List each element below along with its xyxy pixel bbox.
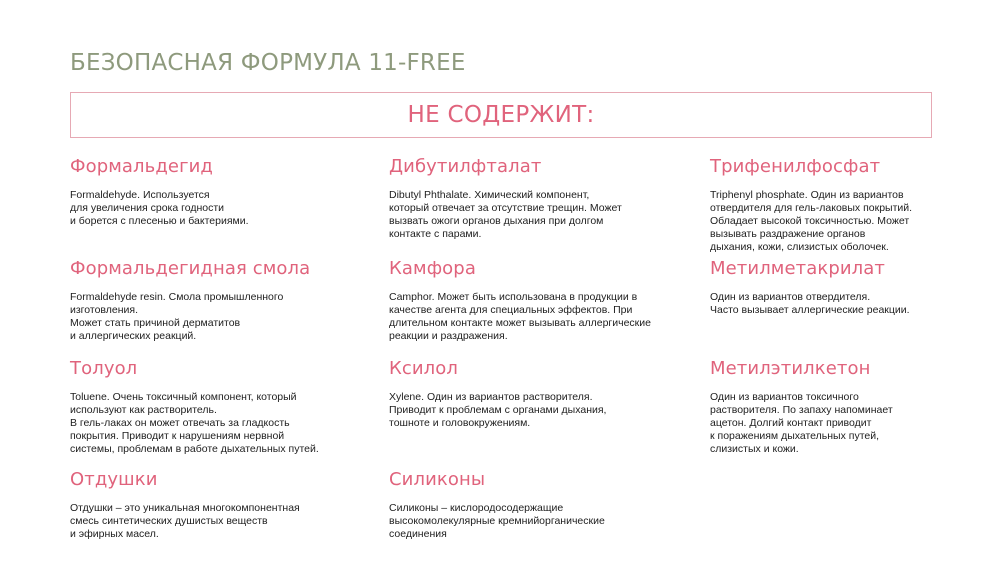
ingredient-description: Formaldehyde resin. Смола промышленного изготовления. Может стать причиной дерматитов и аллергических реакций.	[70, 291, 284, 342]
ingredient-title: Метилэтилкетон	[710, 358, 871, 379]
ingredient-description: Triphenyl phosphate. Один из вариантов отвердителя для гель-лаковых покрытий. Обладает высокой токсичностью. Может вызывать раздражение органов дыхания, кожи, слизистых оболочек.	[710, 189, 913, 253]
ingredient-title: Трифенилфосфат	[710, 156, 881, 177]
ingredient-title: Формальдегид	[70, 156, 213, 177]
ingredient-description: Xylene. Один из вариантов растворителя. Приводит к проблемам с органами дыхания, тошноте и головокружениям.	[389, 391, 607, 429]
ingredient-triphenyl-phosphate	[710, 156, 912, 254]
ingredient-description: Отдушки – это уникальная многокомпонентная смесь синтетических душистых веществ и эфирных масел.	[70, 502, 300, 540]
ingredient-description: Camphor. Может быть использована в продукции в качестве агента для специальных эффектов. При длительном контакте может вызывать аллергические реакции и раздражения.	[389, 291, 651, 342]
ingredient-description: Один из вариантов токсичного растворителя. По запаху напоминает ацетон. Долгий контакт приводит к поражениям дыхательных путей, слизистых и кожи.	[710, 391, 893, 455]
ingredient-description: Formaldehyde. Используется для увеличения срока годности и борется с плесенью и бактериями.	[70, 189, 249, 227]
ingredient-dibutyl-phthalate	[389, 156, 622, 241]
ingredient-description: Toluene. Очень токсичный компонент, который используют как растворитель. В гель-лаках он может отвечать за гладкость покрытия. Приводит к нарушениям нервной системы, проблемам в работе дыхательных путей.	[70, 391, 319, 455]
ingredient-formaldehyde	[70, 156, 249, 228]
ingredient-fragrances	[70, 469, 300, 541]
ingredient-title: Камфора	[389, 258, 476, 279]
ingredient-title: Формальдегидная смола	[70, 258, 311, 279]
ingredient-title: Ксилол	[389, 358, 458, 379]
ingredient-xylene	[389, 358, 606, 430]
page-title: БЕЗОПАСНАЯ ФОРМУЛА 11-FREE	[70, 50, 466, 76]
ingredient-description: Силиконы – кислородосодержащие высокомолекулярные кремнийорганические соединения	[389, 502, 605, 540]
ingredient-title: Толуол	[70, 358, 138, 379]
ingredient-camphor	[389, 258, 651, 343]
ingredient-title: Дибутилфталат	[389, 156, 542, 177]
ingredient-title: Метилметакрилат	[710, 258, 885, 279]
contains-none-banner	[70, 92, 932, 138]
ingredient-silicones	[389, 469, 605, 541]
ingredient-methyl-ethyl-ketone	[710, 358, 893, 456]
ingredient-description: Один из вариантов отвердителя. Часто вызывает аллергические реакции.	[710, 291, 910, 316]
ingredient-toluene	[70, 358, 319, 456]
banner-text: НЕ СОДЕРЖИТ:	[407, 102, 595, 128]
ingredient-methyl-methacrylate	[710, 258, 910, 317]
ingredient-description: Dibutyl Phthalate. Химический компонент, который отвечает за отсутствие трещин. Может вызвать ожоги органов дыхания при долгом контакте с парами.	[389, 189, 622, 240]
ingredient-title: Отдушки	[70, 469, 158, 490]
ingredient-formaldehyde-resin	[70, 258, 310, 343]
ingredient-title: Силиконы	[389, 469, 486, 490]
